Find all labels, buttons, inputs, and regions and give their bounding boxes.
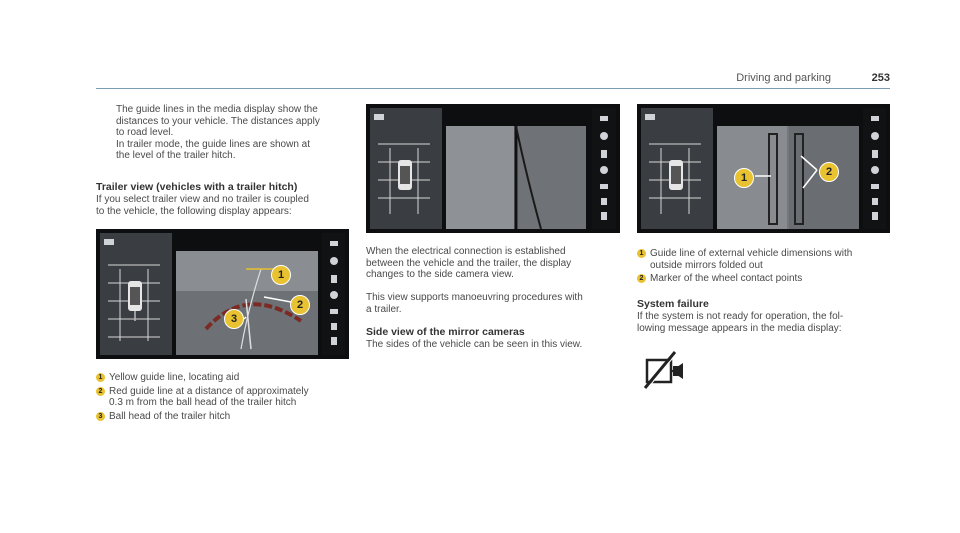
mirror-camera-image: [637, 104, 890, 233]
camera-off-icon: [643, 350, 689, 390]
page-number: 253: [871, 72, 890, 84]
header-rule: [96, 88, 890, 89]
legend-item: 1 Yellow guide line, locating aid: [96, 372, 356, 384]
trailer-view-legend: [96, 372, 356, 424]
mirror-camera-legend: [637, 248, 897, 287]
legend-item: 3 Ball head of the trailer hitch: [96, 411, 356, 423]
image-callout-2: 2: [290, 295, 310, 315]
image-callout-1: 1: [271, 265, 291, 285]
side-view-body: The sides of the vehicle can be seen in this view.: [366, 339, 583, 350]
side-camera-view-image: [366, 104, 620, 233]
legend-item: 2 Marker of the wheel contact points: [637, 273, 897, 285]
trailer-view-image: [96, 229, 349, 359]
image-callout-2: 2: [819, 162, 839, 182]
system-failure-body: If the system is not ready for operation, the fol- lowing message appears in the media display:: [637, 311, 844, 334]
intro-paragraph: The guide lines in the media display show the distances to your vehicle. The distances apply to road level. In trailer mode, the guide lines are shown at the level of the trailer hitch.: [116, 104, 320, 162]
legend-number: 1: [96, 373, 105, 382]
legend-number: 2: [96, 387, 105, 396]
legend-item: 1 Guide line of external vehicle dimensions with outside mirrors folded out: [637, 248, 897, 271]
side-view-heading: Side view of the mirror cameras: [366, 326, 525, 338]
manoeuvring-paragraph: This view supports manoeuvring procedures with a trailer.: [366, 292, 583, 315]
system-failure-heading: System failure: [637, 298, 709, 310]
trailer-view-heading: Trailer view (vehicles with a trailer hitch): [96, 181, 298, 193]
trailer-view-body: If you select trailer view and no trailer is coupled to the vehicle, the following display appears:: [96, 194, 309, 217]
legend-number: 1: [637, 249, 646, 258]
legend-number: 2: [637, 274, 646, 283]
image-callout-3: 3: [224, 309, 244, 329]
section-title: Driving and parking: [736, 72, 831, 84]
legend-item: 2 Red guide line at a distance of approximately 0.3 m from the ball head of the trailer hitch: [96, 386, 356, 409]
connection-paragraph: When the electrical connection is established between the vehicle and the trailer, the display changes to the side camera view.: [366, 246, 572, 281]
legend-number: 3: [96, 412, 105, 421]
image-callout-1: 1: [734, 168, 754, 188]
